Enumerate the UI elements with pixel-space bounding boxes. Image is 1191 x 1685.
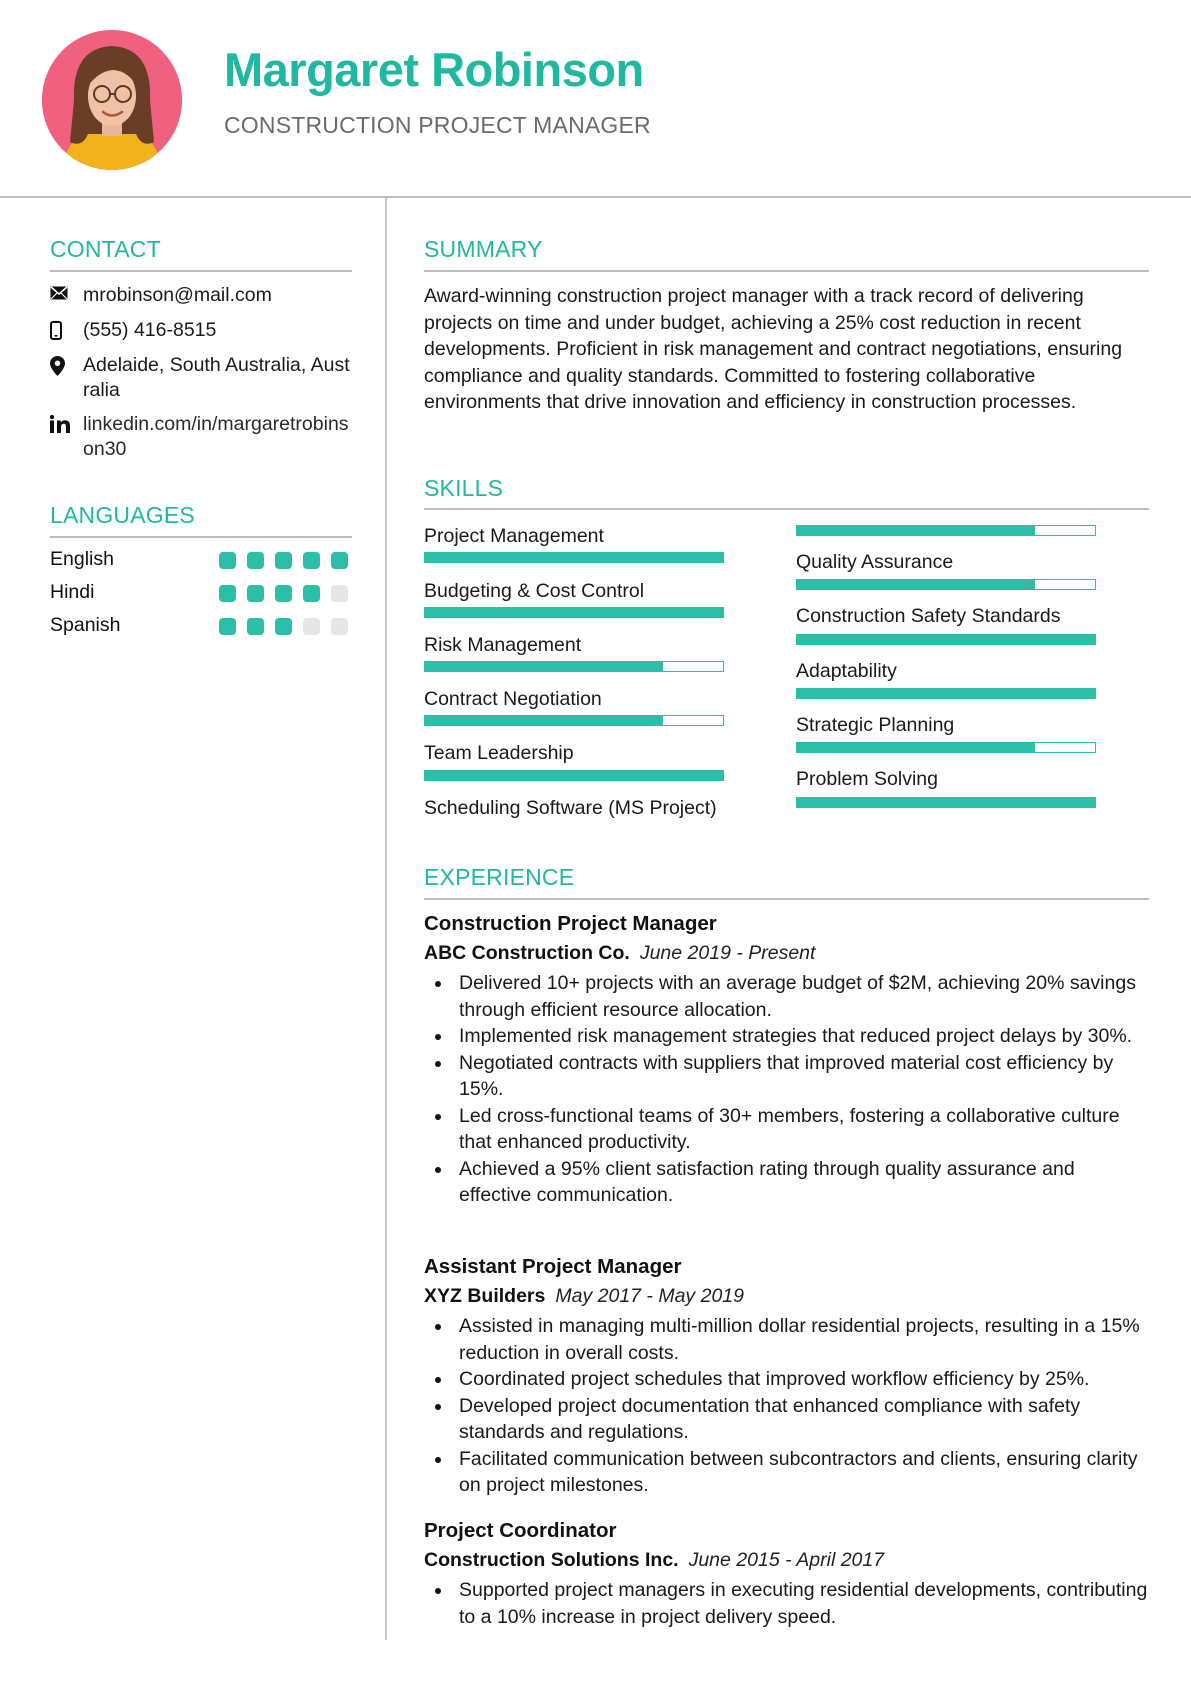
- summary-heading: SUMMARY: [424, 236, 543, 262]
- skill-level-bar: [796, 742, 1096, 753]
- experience-heading: EXPERIENCE: [424, 864, 575, 890]
- skill-name: Construction Safety Standards: [796, 605, 1061, 627]
- job-bullet: Delivered 10+ projects with an average budget of $2M, achieving 20% savings through efficient resource allocation.: [424, 970, 1149, 1023]
- linkedin-icon: [50, 412, 83, 462]
- language-name: English: [50, 548, 114, 570]
- job-bullet: Coordinated project schedules that improved workflow efficiency by 25%.: [424, 1366, 1149, 1393]
- job-bullet: Assisted in managing multi-million dollar residential projects, resulting in a 15% reduction in overall costs.: [424, 1313, 1149, 1366]
- job-bullet: Developed project documentation that enhanced compliance with safety standards and regulations.: [424, 1393, 1149, 1446]
- rating-dot: [331, 618, 348, 635]
- rating-dot: [275, 618, 292, 635]
- envelope-icon: [50, 283, 83, 308]
- rating-dot: [303, 552, 320, 569]
- resume-header: [0, 0, 1191, 198]
- skill-name: Quality Assurance: [796, 551, 954, 573]
- phone-icon: [50, 318, 83, 343]
- skill-level-fill: [425, 771, 723, 780]
- column-divider: [385, 198, 387, 1640]
- skill-level-fill: [425, 716, 663, 725]
- rating-dot: [219, 585, 236, 602]
- map-pin-icon: [50, 353, 83, 403]
- skill-name: Problem Solving: [796, 768, 938, 790]
- skill-name: Budgeting & Cost Control: [424, 580, 645, 602]
- skill-level-fill: [797, 689, 1095, 698]
- job-company: ABC Construction Co.: [424, 942, 630, 964]
- rating-dot: [303, 585, 320, 602]
- job-company-line: [424, 942, 815, 965]
- skill-level-bar: [796, 634, 1096, 645]
- skill-level-bar: [796, 688, 1096, 699]
- job-dates: May 2017 - May 2019: [555, 1285, 744, 1307]
- linkedin-text[interactable]: linkedin.com/in/margaretrobinson30: [83, 413, 349, 460]
- contact-divider: [50, 270, 352, 272]
- job-bullets: [424, 1577, 1149, 1630]
- rating-dot: [247, 552, 264, 569]
- rating-dot: [303, 618, 320, 635]
- skill-level-bar: [796, 797, 1096, 808]
- language-rating: [219, 618, 348, 635]
- skill-name: Adaptability: [796, 660, 897, 682]
- location-text: Adelaide, South Australia, Australia: [83, 354, 350, 401]
- job-title: Project Coordinator: [424, 1519, 617, 1542]
- avatar: [42, 30, 182, 170]
- summary-divider: [424, 270, 1149, 272]
- rating-dot: [331, 585, 348, 602]
- job-dates: June 2015 - April 2017: [688, 1549, 885, 1571]
- job-dates: June 2019 - Present: [639, 942, 816, 964]
- skills-divider: [424, 508, 1149, 510]
- language-row: [50, 614, 350, 640]
- job-bullet: Negotiated contracts with suppliers that improved material cost efficiency by 15%.: [424, 1050, 1149, 1103]
- summary-text: Award-winning construction project manager with a track record of delivering projects on time and under budget, achieving a 25% cost reduction in recent developments. Proficient in risk management and contract negotiations, ensuring compliance and quality standards. Committed to fostering collaborative environments that drive innovation and efficiency in construction processes.: [424, 285, 1123, 413]
- candidate-role: CONSTRUCTION PROJECT MANAGER: [224, 112, 651, 138]
- rating-dot: [219, 618, 236, 635]
- job-bullets: [424, 970, 1149, 1209]
- job-title: Construction Project Manager: [424, 912, 717, 935]
- skill-level-fill: [797, 526, 1035, 535]
- job-bullet: Facilitated communication between subcontractors and clients, ensuring clarity on project milestones.: [424, 1446, 1149, 1499]
- rating-dot: [331, 552, 348, 569]
- languages-divider: [50, 536, 352, 538]
- skill-level-bar: [796, 579, 1096, 590]
- job-company: XYZ Builders: [424, 1285, 546, 1307]
- skill-name: Team Leadership: [424, 742, 574, 764]
- candidate-name: Margaret Robinson: [224, 43, 644, 96]
- job-company-line: [424, 1549, 884, 1572]
- job-bullets: [424, 1313, 1149, 1499]
- contact-heading: CONTACT: [50, 236, 161, 262]
- job-bullet: Implemented risk management strategies that reduced project delays by 30%.: [424, 1023, 1149, 1050]
- skill-level-fill: [425, 662, 663, 671]
- skill-level-fill: [425, 608, 723, 617]
- job-bullet: Achieved a 95% client satisfaction rating through quality assurance and effective communication.: [424, 1156, 1149, 1209]
- skill-level-bar: [424, 770, 724, 781]
- languages-heading: LANGUAGES: [50, 502, 195, 528]
- language-name: Spanish: [50, 614, 121, 636]
- job-company-line: [424, 1285, 744, 1308]
- skills-heading: SKILLS: [424, 475, 504, 501]
- skill-level-fill: [797, 635, 1095, 644]
- rating-dot: [219, 552, 236, 569]
- rating-dot: [275, 552, 292, 569]
- language-rating: [219, 552, 348, 569]
- skill-name: Project Management: [424, 525, 604, 547]
- phone-text: (555) 416-8515: [83, 319, 217, 341]
- contact-email: [50, 283, 350, 308]
- skill-level-fill: [425, 553, 723, 562]
- email-text[interactable]: mrobinson@mail.com: [83, 284, 272, 306]
- language-row: [50, 548, 350, 574]
- skill-name: Risk Management: [424, 634, 582, 656]
- skill-name: Scheduling Software (MS Project): [424, 797, 717, 819]
- skill-level-fill: [797, 798, 1095, 807]
- contact-phone: [50, 318, 350, 343]
- skill-level-bar: [424, 607, 724, 618]
- skill-level-bar: [424, 715, 724, 726]
- job-title: Assistant Project Manager: [424, 1255, 682, 1278]
- skill-name: Strategic Planning: [796, 714, 955, 736]
- skill-level-bar: [424, 552, 724, 563]
- language-rating: [219, 585, 348, 602]
- rating-dot: [247, 618, 264, 635]
- contact-linkedin: [50, 412, 350, 462]
- language-row: [50, 581, 350, 607]
- skill-level-fill: [797, 743, 1035, 752]
- rating-dot: [275, 585, 292, 602]
- skill-level-bar: [796, 525, 1096, 536]
- rating-dot: [247, 585, 264, 602]
- skill-name: Contract Negotiation: [424, 688, 602, 710]
- language-name: Hindi: [50, 581, 95, 603]
- job-bullet: Supported project managers in executing residential developments, contributing to a 10% increase in project delivery speed.: [424, 1577, 1149, 1630]
- experience-divider: [424, 898, 1149, 900]
- contact-location: [50, 353, 350, 403]
- job-company: Construction Solutions Inc.: [424, 1549, 679, 1571]
- profile-photo: [42, 30, 182, 170]
- job-bullet: Led cross-functional teams of 30+ members, fostering a collaborative culture that enhanced productivity.: [424, 1103, 1149, 1156]
- skill-level-fill: [797, 580, 1035, 589]
- skill-level-bar: [424, 661, 724, 672]
